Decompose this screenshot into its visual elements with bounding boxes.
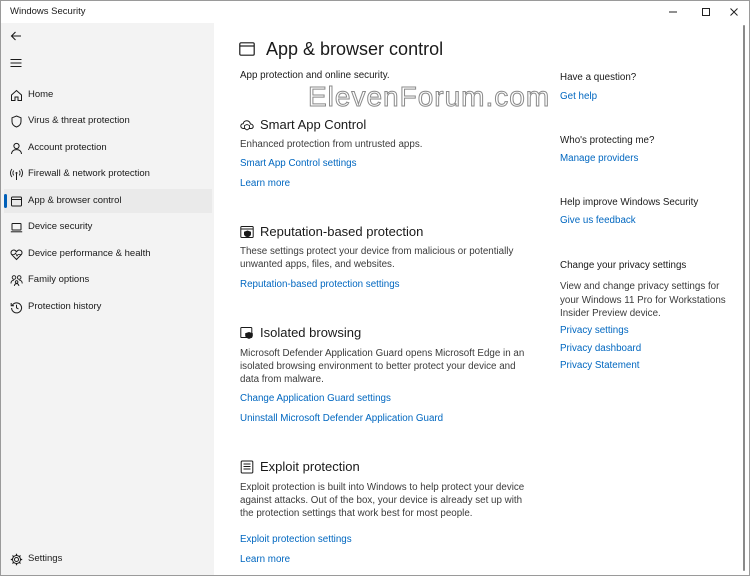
- sidebar-item-label: Firewall & network protection: [28, 168, 150, 179]
- sidebar-item-device-performance[interactable]: [4, 242, 212, 266]
- sidebar-item-family-options[interactable]: [4, 268, 212, 292]
- antenna-icon: [9, 167, 23, 181]
- maximize-icon: [701, 7, 711, 17]
- section-title-exploit-protection: Exploit protection: [260, 459, 360, 474]
- app-window-icon: [9, 194, 23, 208]
- sidebar-item-label: Protection history: [28, 301, 102, 312]
- sidebar-item-settings[interactable]: [4, 547, 212, 571]
- section-desc-isolated-browsing: Microsoft Defender Application Guard opens Microsoft Edge in an isolated browsing environment to better protect your device and data from malware.: [240, 348, 525, 385]
- privacy-statement-link[interactable]: Privacy Statement: [560, 360, 640, 371]
- watermark-text: ElevenForum.com: [308, 81, 551, 112]
- back-button[interactable]: [6, 27, 26, 45]
- get-help-link[interactable]: Get help: [560, 91, 598, 102]
- title-bar[interactable]: [1, 1, 749, 23]
- window-title: Windows Security: [10, 6, 86, 17]
- privacy-settings-link[interactable]: Privacy settings: [560, 325, 629, 336]
- close-button[interactable]: [717, 1, 750, 23]
- selection-indicator: [4, 194, 7, 208]
- privacy-settings-title: Change your privacy settings: [560, 260, 687, 271]
- sidebar-item-virus-threat[interactable]: [4, 109, 212, 133]
- sidebar-item-label: Device performance & health: [28, 248, 151, 259]
- sidebar-item-label: Settings: [28, 553, 63, 564]
- sidebar-item-label: Account protection: [28, 142, 107, 153]
- manage-providers-link[interactable]: Manage providers: [560, 153, 639, 164]
- main-content: [214, 23, 749, 576]
- section-title-isolated-browsing: Isolated browsing: [260, 325, 362, 340]
- exploit-protection-icon: [240, 460, 254, 474]
- smart-app-control-settings-link[interactable]: Smart App Control settings: [240, 158, 357, 169]
- isolated-browsing-icon: [240, 326, 254, 340]
- section-title-smart-app-control: Smart App Control: [260, 117, 367, 132]
- history-icon: [9, 300, 23, 314]
- arrow-left-icon: [10, 30, 22, 42]
- privacy-settings-desc: View and change privacy settings for your Windows 11 Pro for Workstations Insider Preview device.: [560, 281, 726, 319]
- shield-icon: [9, 114, 23, 128]
- sidebar-item-label: Home: [28, 89, 54, 100]
- sidebar-item-home[interactable]: [4, 83, 212, 107]
- home-icon: [9, 88, 23, 102]
- sidebar-item-label: Virus & threat protection: [28, 115, 130, 126]
- section-title-reputation-protection: Reputation-based protection: [260, 224, 424, 239]
- vertical-scrollbar[interactable]: [742, 23, 746, 576]
- whos-protecting-me-title: Who's protecting me?: [560, 135, 655, 146]
- sidebar: [1, 23, 214, 576]
- scrollbar-thumb[interactable]: [743, 25, 745, 571]
- hamburger-icon: [10, 58, 22, 68]
- person-icon: [9, 141, 23, 155]
- minimize-button[interactable]: [656, 1, 690, 23]
- change-application-guard-settings-link[interactable]: Change Application Guard settings: [240, 393, 391, 404]
- sidebar-item-app-browser-control[interactable]: [4, 189, 212, 213]
- section-desc-smart-app-control: Enhanced protection from untrusted apps.: [240, 139, 423, 150]
- sidebar-item-device-security[interactable]: [4, 215, 212, 239]
- sidebar-item-label: Family options: [28, 274, 90, 285]
- app-window-icon: [239, 42, 255, 56]
- sidebar-item-account-protection[interactable]: [4, 136, 212, 160]
- reputation-protection-icon: [240, 225, 254, 239]
- sidebar-item-label: Device security: [28, 221, 93, 232]
- page-title: App & browser control: [266, 39, 444, 59]
- give-us-feedback-link[interactable]: Give us feedback: [560, 215, 636, 226]
- hamburger-menu-button[interactable]: [6, 54, 26, 72]
- uninstall-application-guard-link[interactable]: Uninstall Microsoft Defender Application Guard: [240, 413, 444, 424]
- sidebar-item-firewall[interactable]: [4, 162, 212, 186]
- smart-app-control-icon: [240, 118, 254, 132]
- section-desc-exploit-protection: Exploit protection is built into Windows to help protect your device against attacks. Out of the box, your device is already set up with the protection settings that work best for most people.: [240, 482, 525, 519]
- gear-icon: [9, 552, 23, 566]
- exploit-protection-settings-link[interactable]: Exploit protection settings: [240, 534, 352, 545]
- family-icon: [9, 273, 23, 287]
- page-subtitle: App protection and online security.: [240, 70, 390, 81]
- heart-icon: [9, 247, 23, 261]
- exploit-protection-learn-more-link[interactable]: Learn more: [240, 554, 291, 565]
- reputation-protection-settings-link[interactable]: Reputation-based protection settings: [240, 279, 400, 290]
- close-icon: [729, 7, 739, 17]
- smart-app-control-learn-more-link[interactable]: Learn more: [240, 178, 291, 189]
- have-a-question-title: Have a question?: [560, 72, 637, 83]
- minimize-icon: [668, 7, 678, 17]
- sidebar-item-label: App & browser control: [28, 195, 122, 206]
- sidebar-item-protection-history[interactable]: [4, 295, 212, 319]
- section-desc-reputation-protection: These settings protect your device from malicious or potentially unwanted apps, files, and websites.: [240, 246, 514, 270]
- help-improve-title: Help improve Windows Security: [560, 197, 699, 208]
- laptop-icon: [9, 220, 23, 234]
- privacy-dashboard-link[interactable]: Privacy dashboard: [560, 343, 642, 354]
